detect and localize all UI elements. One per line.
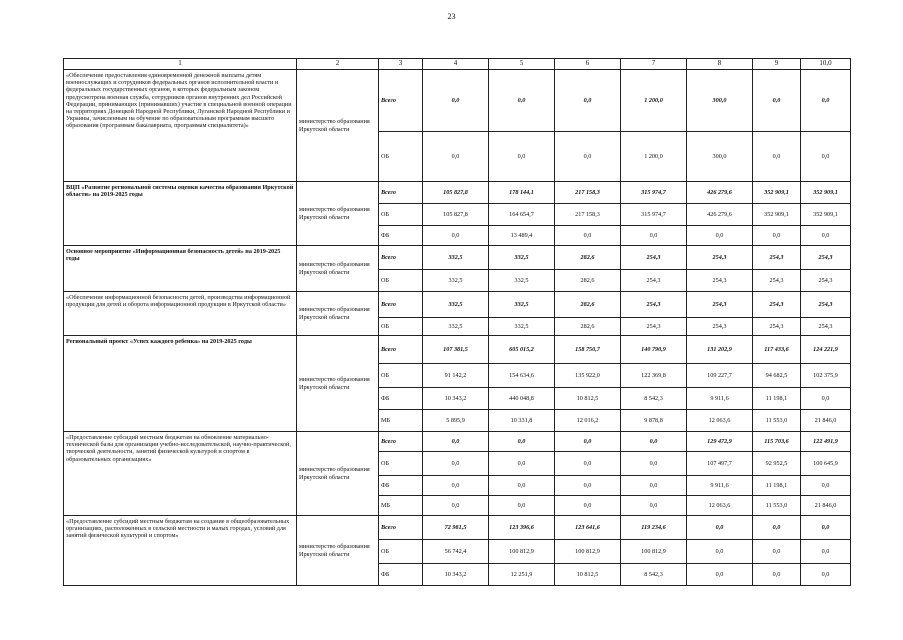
measure-name: «Предоставление субсидий местным бюджетам на создание в общеобразовательных организациях, расположенных в сельской местности и малых городах, условий для занятий физической культурой и спортом» xyxy=(64,516,297,586)
amount-cell: 11 198,1 xyxy=(753,476,801,496)
amount-cell: 0,0 xyxy=(621,476,687,496)
responsible-executor: министерство образования Иркутской области xyxy=(297,246,379,292)
column-number: 3 xyxy=(379,59,423,70)
amount-cell: 11 553,0 xyxy=(753,410,801,432)
amount-cell: 315 974,7 xyxy=(621,204,687,226)
amount-cell: 0,0 xyxy=(489,132,555,182)
amount-cell: 0,0 xyxy=(753,70,801,132)
amount-cell: 0,0 xyxy=(801,516,851,540)
amount-cell: 332,5 xyxy=(423,292,489,318)
table-row xyxy=(64,432,851,452)
amount-cell: 254,3 xyxy=(801,318,851,336)
amount-cell: 129 472,9 xyxy=(687,432,753,452)
funding-source: ФБ xyxy=(379,226,423,246)
amount-cell: 11 553,0 xyxy=(753,496,801,516)
amount-cell: 102 375,9 xyxy=(801,364,851,388)
amount-cell: 0,0 xyxy=(753,132,801,182)
amount-cell: 0,0 xyxy=(753,516,801,540)
amount-cell: 100 645,9 xyxy=(801,452,851,476)
amount-cell: 115 703,6 xyxy=(753,432,801,452)
funding-source: ОБ xyxy=(379,318,423,336)
amount-cell: 254,3 xyxy=(621,292,687,318)
amount-cell: 9 878,8 xyxy=(621,410,687,432)
amount-cell: 91 142,2 xyxy=(423,364,489,388)
amount-cell: 119 234,6 xyxy=(621,516,687,540)
column-number: 1 xyxy=(64,59,297,70)
funding-source: Всего xyxy=(379,516,423,540)
amount-cell: 117 433,6 xyxy=(753,336,801,364)
amount-cell: 254,3 xyxy=(687,270,753,292)
amount-cell: 0,0 xyxy=(555,70,621,132)
table-row xyxy=(64,246,851,270)
amount-cell: 315 974,7 xyxy=(621,182,687,204)
amount-cell: 12 251,9 xyxy=(489,564,555,586)
measure-name: Основное мероприятие «Информационная безопасность детей» на 2019-2025 годы xyxy=(64,246,297,292)
amount-cell: 72 981,5 xyxy=(423,516,489,540)
amount-cell: 0,0 xyxy=(801,564,851,586)
amount-cell: 0,0 xyxy=(555,496,621,516)
amount-cell: 426 279,6 xyxy=(687,204,753,226)
amount-cell: 0,0 xyxy=(423,70,489,132)
amount-cell: 21 846,0 xyxy=(801,410,851,432)
amount-cell: 107 497,7 xyxy=(687,452,753,476)
amount-cell: 352 909,1 xyxy=(801,204,851,226)
column-number: 9 xyxy=(753,59,801,70)
amount-cell: 9 911,6 xyxy=(687,388,753,410)
amount-cell: 100 812,9 xyxy=(555,540,621,564)
column-number-row xyxy=(64,59,851,70)
column-number: 6 xyxy=(555,59,621,70)
amount-cell: 12 016,2 xyxy=(555,410,621,432)
amount-cell: 56 742,4 xyxy=(423,540,489,564)
amount-cell: 100 812,9 xyxy=(489,540,555,564)
amount-cell: 0,0 xyxy=(621,452,687,476)
amount-cell: 154 634,6 xyxy=(489,364,555,388)
amount-cell: 0,0 xyxy=(423,452,489,476)
amount-cell: 0,0 xyxy=(423,496,489,516)
amount-cell: 332,5 xyxy=(489,270,555,292)
amount-cell: 332,5 xyxy=(489,318,555,336)
amount-cell: 0,0 xyxy=(801,226,851,246)
funding-source: ОБ xyxy=(379,270,423,292)
amount-cell: 0,0 xyxy=(753,564,801,586)
amount-cell: 0,0 xyxy=(621,432,687,452)
amount-cell: 605 015,2 xyxy=(489,336,555,364)
amount-cell: 8 542,3 xyxy=(621,564,687,586)
amount-cell: 122 369,8 xyxy=(621,364,687,388)
amount-cell: 178 144,1 xyxy=(489,182,555,204)
amount-cell: 131 202,9 xyxy=(687,336,753,364)
amount-cell: 10 331,8 xyxy=(489,410,555,432)
amount-cell: 217 158,3 xyxy=(555,204,621,226)
amount-cell: 10 343,2 xyxy=(423,564,489,586)
amount-cell: 105 827,8 xyxy=(423,204,489,226)
amount-cell: 254,3 xyxy=(801,292,851,318)
amount-cell: 0,0 xyxy=(489,452,555,476)
amount-cell: 332,5 xyxy=(489,246,555,270)
table-row xyxy=(64,516,851,540)
amount-cell: 1 200,0 xyxy=(621,70,687,132)
funding-source: ОБ xyxy=(379,132,423,182)
amount-cell: 282,6 xyxy=(555,270,621,292)
funding-source: ФБ xyxy=(379,476,423,496)
amount-cell: 332,5 xyxy=(423,318,489,336)
amount-cell: 300,0 xyxy=(687,132,753,182)
amount-cell: 0,0 xyxy=(753,226,801,246)
amount-cell: 0,0 xyxy=(555,226,621,246)
responsible-executor: министерство образования Иркутской области xyxy=(297,336,379,432)
table-row xyxy=(64,336,851,364)
amount-cell: 10 812,5 xyxy=(555,388,621,410)
amount-cell: 0,0 xyxy=(801,540,851,564)
amount-cell: 0,0 xyxy=(801,476,851,496)
amount-cell: 0,0 xyxy=(423,132,489,182)
amount-cell: 0,0 xyxy=(621,496,687,516)
responsible-executor: министерство образования Иркутской области xyxy=(297,182,379,246)
amount-cell: 254,3 xyxy=(753,270,801,292)
amount-cell: 426 279,6 xyxy=(687,182,753,204)
amount-cell: 254,3 xyxy=(621,246,687,270)
amount-cell: 21 846,0 xyxy=(801,496,851,516)
funding-source: ФБ xyxy=(379,388,423,410)
funding-source: ОБ xyxy=(379,204,423,226)
amount-cell: 0,0 xyxy=(753,540,801,564)
amount-cell: 0,0 xyxy=(423,476,489,496)
column-number: 10,0 xyxy=(801,59,851,70)
amount-cell: 254,3 xyxy=(801,246,851,270)
amount-cell: 8 542,3 xyxy=(621,388,687,410)
responsible-executor: министерство образования Иркутской области xyxy=(297,292,379,336)
table-row xyxy=(64,292,851,318)
amount-cell: 11 198,1 xyxy=(753,388,801,410)
amount-cell: 217 158,3 xyxy=(555,182,621,204)
amount-cell: 332,5 xyxy=(489,292,555,318)
funding-source: Всего xyxy=(379,336,423,364)
amount-cell: 332,5 xyxy=(423,246,489,270)
amount-cell: 0,0 xyxy=(555,132,621,182)
amount-cell: 158 750,7 xyxy=(555,336,621,364)
funding-source: Всего xyxy=(379,246,423,270)
amount-cell: 282,6 xyxy=(555,246,621,270)
column-number: 5 xyxy=(489,59,555,70)
amount-cell: 0,0 xyxy=(801,388,851,410)
column-number: 4 xyxy=(423,59,489,70)
amount-cell: 254,3 xyxy=(621,270,687,292)
funding-source: ФБ xyxy=(379,564,423,586)
amount-cell: 13 489,4 xyxy=(489,226,555,246)
amount-cell: 164 654,7 xyxy=(489,204,555,226)
measure-name: Региональный проект «Успех каждого ребенка» на 2019-2025 годы xyxy=(64,336,297,432)
funding-source: МБ xyxy=(379,410,423,432)
funding-source: Всего xyxy=(379,292,423,318)
amount-cell: 254,3 xyxy=(687,318,753,336)
amount-cell: 0,0 xyxy=(687,564,753,586)
amount-cell: 0,0 xyxy=(555,452,621,476)
amount-cell: 254,3 xyxy=(801,270,851,292)
amount-cell: 282,6 xyxy=(555,292,621,318)
amount-cell: 0,0 xyxy=(489,496,555,516)
amount-cell: 5 895,9 xyxy=(423,410,489,432)
funding-source: ОБ xyxy=(379,364,423,388)
amount-cell: 1 200,0 xyxy=(621,132,687,182)
amount-cell: 352 909,1 xyxy=(753,182,801,204)
amount-cell: 122 491,9 xyxy=(801,432,851,452)
amount-cell: 12 063,6 xyxy=(687,496,753,516)
amount-cell: 0,0 xyxy=(687,540,753,564)
amount-cell: 0,0 xyxy=(489,70,555,132)
amount-cell: 10 812,5 xyxy=(555,564,621,586)
amount-cell: 0,0 xyxy=(489,432,555,452)
measure-name: «Обеспечение предоставления единовременной денежной выплаты детям военнослужащих и сотрудников федеральных органов исполнительной власти и федеральных государственных органов, в которых федеральным законом предусмотрена военная служба, сотрудников органов внутренних дел Российской Федерации, принимающих (принимавших) участие в специальной военной операции на территориях Донецкой Народной Республики, Луганской Народной Республики и Украины, зачисленным на обучение по образовательным программам высшего образования (программам бакалавриата, программам специалитета)» xyxy=(64,70,297,182)
measure-name: «Обеспечение информационной безопасности детей, производства информационной продукции для детей и оборота информационной продукции в Иркутской области» xyxy=(64,292,297,336)
amount-cell: 0,0 xyxy=(801,132,851,182)
amount-cell: 254,3 xyxy=(687,292,753,318)
funding-source: МБ xyxy=(379,496,423,516)
amount-cell: 123 396,6 xyxy=(489,516,555,540)
funding-source: Всего xyxy=(379,432,423,452)
amount-cell: 440 048,8 xyxy=(489,388,555,410)
funding-source: Всего xyxy=(379,182,423,204)
amount-cell: 352 909,1 xyxy=(753,204,801,226)
measure-name: «Предоставление субсидий местным бюджетам на обновление материально-технической базы для организации учебно-исследовательской, научно-практической, творческой деятельности, занятий физической культурой и спортом в образовательных организациях» xyxy=(64,432,297,516)
amount-cell: 100 812,9 xyxy=(621,540,687,564)
funding-source: ОБ xyxy=(379,452,423,476)
amount-cell: 254,3 xyxy=(753,246,801,270)
amount-cell: 123 641,6 xyxy=(555,516,621,540)
amount-cell: 254,3 xyxy=(753,318,801,336)
amount-cell: 282,6 xyxy=(555,318,621,336)
amount-cell: 254,3 xyxy=(753,292,801,318)
table-row xyxy=(64,182,851,204)
responsible-executor: министерство образования Иркутской области xyxy=(297,516,379,586)
table-row xyxy=(64,70,851,132)
amount-cell: 254,3 xyxy=(687,246,753,270)
amount-cell: 124 221,9 xyxy=(801,336,851,364)
amount-cell: 107 381,5 xyxy=(423,336,489,364)
amount-cell: 92 952,5 xyxy=(753,452,801,476)
amount-cell: 9 911,6 xyxy=(687,476,753,496)
funding-source: ОБ xyxy=(379,540,423,564)
page-number: 23 xyxy=(447,12,456,21)
amount-cell: 140 790,9 xyxy=(621,336,687,364)
amount-cell: 12 063,6 xyxy=(687,410,753,432)
amount-cell: 0,0 xyxy=(555,476,621,496)
amount-cell: 0,0 xyxy=(489,476,555,496)
amount-cell: 254,3 xyxy=(621,318,687,336)
amount-cell: 0,0 xyxy=(687,226,753,246)
amount-cell: 0,0 xyxy=(621,226,687,246)
budget-table xyxy=(63,58,851,586)
amount-cell: 0,0 xyxy=(555,432,621,452)
amount-cell: 352 909,1 xyxy=(801,182,851,204)
amount-cell: 300,0 xyxy=(687,70,753,132)
amount-cell: 10 343,2 xyxy=(423,388,489,410)
responsible-executor: министерство образования Иркутской области xyxy=(297,70,379,182)
amount-cell: 332,5 xyxy=(423,270,489,292)
amount-cell: 135 922,0 xyxy=(555,364,621,388)
column-number: 7 xyxy=(621,59,687,70)
amount-cell: 0,0 xyxy=(801,70,851,132)
column-number: 8 xyxy=(687,59,753,70)
amount-cell: 105 827,8 xyxy=(423,182,489,204)
column-number: 2 xyxy=(297,59,379,70)
funding-source: Всего xyxy=(379,70,423,132)
amount-cell: 94 682,5 xyxy=(753,364,801,388)
amount-cell: 0,0 xyxy=(423,226,489,246)
responsible-executor: министерство образования Иркутской области xyxy=(297,432,379,516)
measure-name: ВЦП «Развитие региональной системы оценки качества образования Иркутской области» на 2019-2025 годы xyxy=(64,182,297,246)
amount-cell: 0,0 xyxy=(687,516,753,540)
amount-cell: 109 227,7 xyxy=(687,364,753,388)
amount-cell: 0,0 xyxy=(423,432,489,452)
